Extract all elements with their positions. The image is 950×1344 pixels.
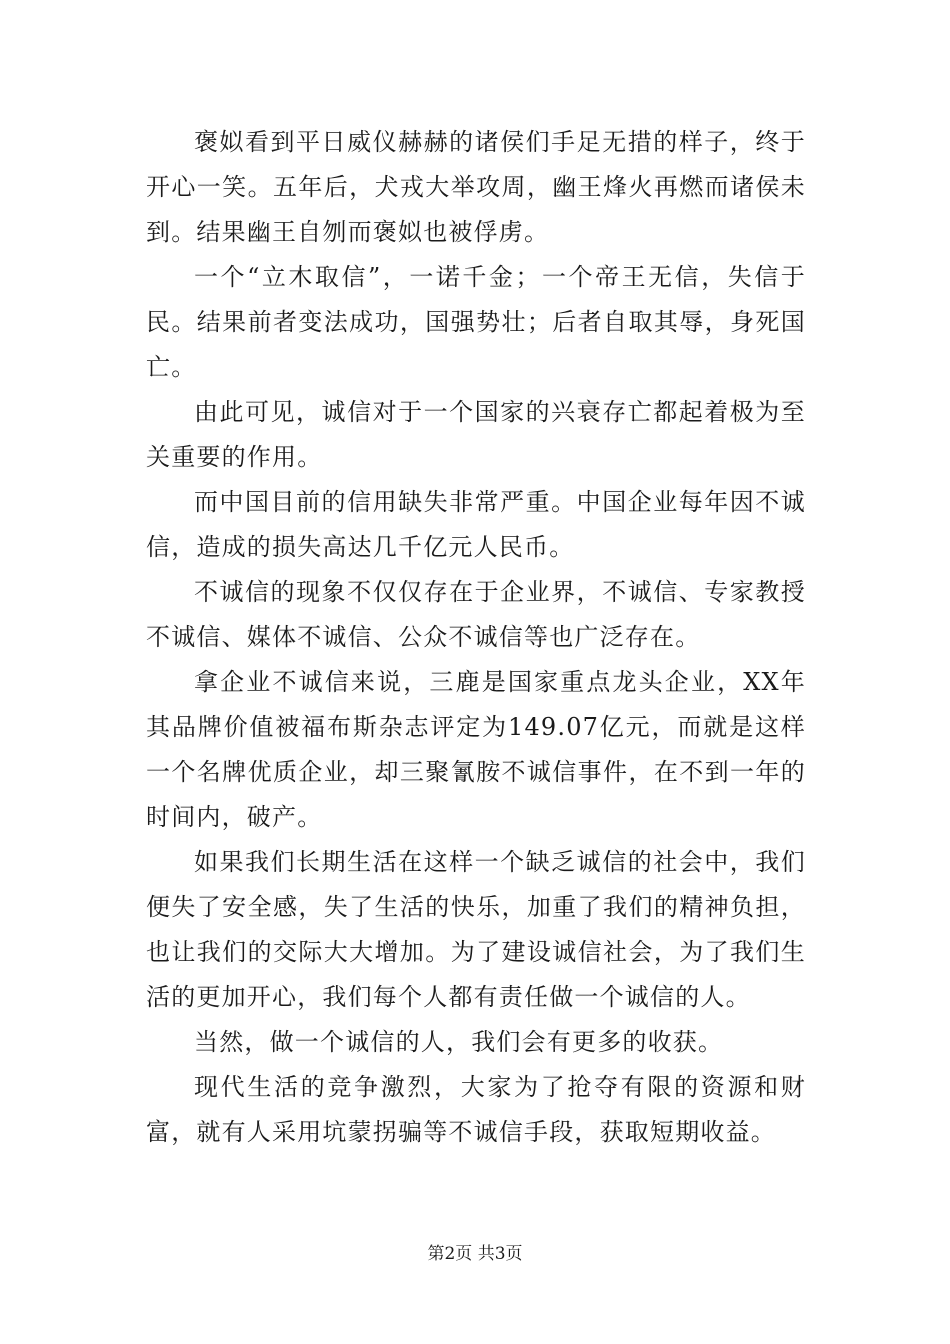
paragraph: 而中国目前的信用缺失非常严重。中国企业每年因不诚信，造成的损失高达几千亿元人民币。 [146, 488, 806, 561]
paragraph: 一个“立木取信”，一诺千金；一个帝王无信，失信于民。结果前者变法成功，国强势壮；后者自取其辱，身死国亡。 [146, 263, 806, 381]
paragraph: 由此可见，诚信对于一个国家的兴衰存亡都起着极为至关重要的作用。 [146, 398, 806, 471]
paragraph: 当然，做一个诚信的人，我们会有更多的收获。 [194, 1028, 724, 1056]
paragraph: 如果我们长期生活在这样一个缺乏诚信的社会中，我们便失了安全感，失了生活的快乐，加重了我们的精神负担，也让我们的交际大大增加。为了建设诚信社会，为了我们生活的更加开心，我们每个人都有责任做一个诚信的人。 [146, 848, 806, 1011]
document-body [146, 120, 806, 1155]
paragraph: 拿企业不诚信来说，三鹿是国家重点龙头企业，XX年其品牌价值被福布斯杂志评定为149.07亿元，而就是这样一个名牌优质企业，却三聚氰胺不诚信事件，在不到一年的时间内，破产。 [146, 668, 806, 831]
page-number-footer: 第2页 共3页 [427, 1244, 523, 1264]
paragraph: 褒姒看到平日威仪赫赫的诸侯们手足无措的样子，终于开心一笑。五年后，犬戎大举攻周，幽王烽火再燃而诸侯未到。结果幽王自刎而褒姒也被俘虏。 [146, 128, 806, 246]
paragraph: 现代生活的竞争激烈，大家为了抢夺有限的资源和财富，就有人采用坑蒙拐骗等不诚信手段，获取短期收益。 [146, 1073, 806, 1146]
paragraph: 不诚信的现象不仅仅存在于企业界，不诚信、专家教授不诚信、媒体不诚信、公众不诚信等也广泛存在。 [146, 578, 806, 651]
